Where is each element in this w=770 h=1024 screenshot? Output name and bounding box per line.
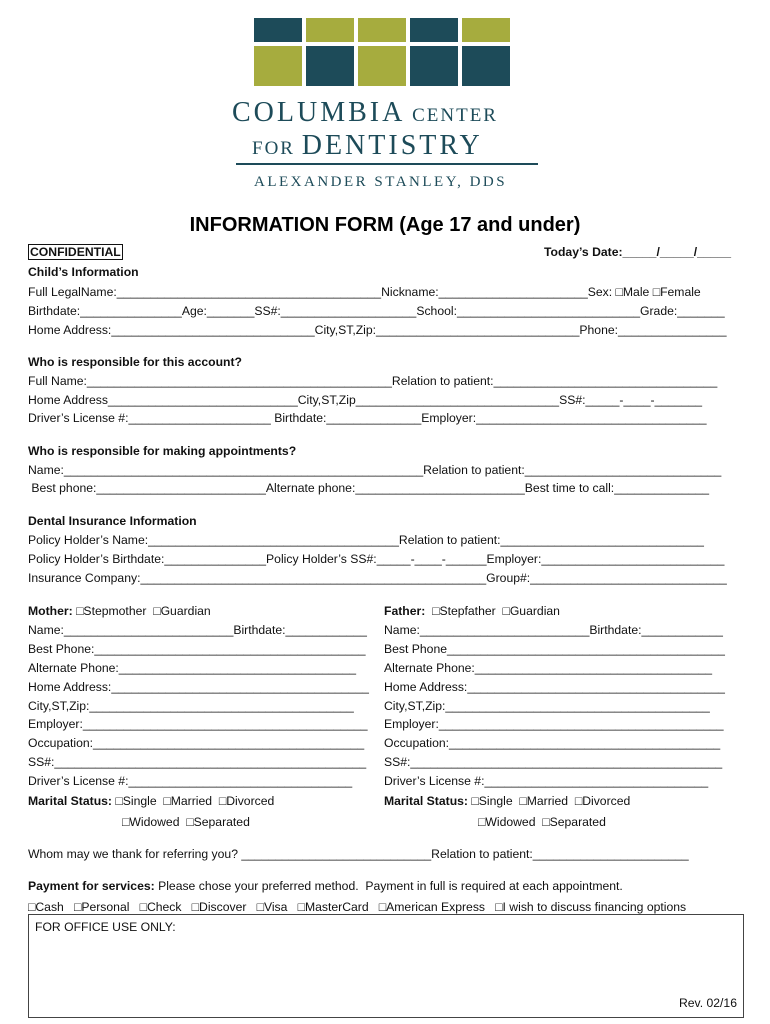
mother-address-line[interactable]: Home Address:______________________________________ (28, 680, 369, 694)
payment-instructions: Payment for services: Please chose your preferred method. Payment in full is required at each appointment. (28, 879, 623, 893)
section-heading-insurance: Dental Insurance Information (28, 514, 197, 528)
father-license-line[interactable]: Driver’s License #:_________________________________ (384, 774, 709, 788)
referral-line[interactable]: Whom may we thank for referring you? ____________________________Relation to patient:_______________________ (28, 847, 689, 861)
child-line-1[interactable]: Full LegalName:_______________________________________Nickname:______________________Sex: □Male □Female (28, 285, 701, 299)
logo-tile (358, 46, 406, 86)
mother-heading: Mother: □Stepmother □Guardian (28, 604, 211, 618)
section-heading-child: Child’s Information (28, 265, 139, 279)
office-use-label: FOR OFFICE USE ONLY: (35, 920, 176, 934)
father-alt-phone-line[interactable]: Alternate Phone:___________________________________ (384, 661, 713, 675)
insurance-line-1[interactable]: Policy Holder’s Name:_____________________________________Relation to patient:______________________________ (28, 533, 704, 547)
mother-alt-phone-line[interactable]: Alternate Phone:___________________________________ (28, 661, 357, 675)
appointments-line-1[interactable]: Name:_____________________________________________________Relation to patient:_____________________________ (28, 463, 722, 477)
logo-tile (254, 46, 302, 86)
form-title: INFORMATION FORM (Age 17 and under) (189, 214, 581, 236)
mother-relationship-checkboxes[interactable]: □Stepmother □Guardian (72, 604, 211, 618)
logo-divider (236, 163, 538, 165)
appointments-line-2[interactable]: Best phone:_________________________Alternate phone:_________________________Best time to call:______________ (28, 481, 710, 495)
father-employer-line[interactable]: Employer:__________________________________________ (384, 717, 724, 731)
account-line-3[interactable]: Driver’s License #:_____________________ Birthdate:______________Employer:__________________________________ (28, 411, 707, 425)
logo-tile (462, 46, 510, 86)
logo-tile (306, 46, 354, 86)
father-heading: Father: □Stepfather □Guardian (384, 604, 560, 618)
revision-label: Rev. 02/16 (678, 996, 737, 1010)
father-marital-checkboxes-2[interactable]: □Widowed □Separated (478, 815, 606, 829)
payment-options[interactable]: □Cash □Personal □Check □Discover □Visa □MasterCard □American Express □I wish to discuss financing options (28, 900, 687, 914)
logo-tile (306, 18, 354, 42)
logo-tile (358, 18, 406, 42)
mother-marital-checkboxes[interactable]: □Single □Married □Divorced (111, 794, 275, 808)
mother-license-line[interactable]: Driver’s License #:_________________________________ (28, 774, 353, 788)
mother-marital-status: Marital Status: □Single □Married □Divorced (28, 794, 275, 808)
account-line-2[interactable]: Home Address____________________________City,ST,Zip______________________________SS#:_____-____-_______ (28, 393, 703, 407)
todays-date-field[interactable]: Today’s Date:_____/_____/_____ (544, 245, 732, 259)
logo-tile (410, 46, 458, 86)
logo-tile (462, 18, 510, 42)
father-best-phone-line[interactable]: Best Phone_________________________________________ (384, 642, 725, 656)
logo-wordmark-line1: COLUMBIA CENTER (232, 97, 498, 128)
insurance-line-3[interactable]: Insurance Company:___________________________________________________Group#:_____________________________ (28, 571, 727, 585)
mother-employer-line[interactable]: Employer:__________________________________________ (28, 717, 368, 731)
account-line-1[interactable]: Full Name:_____________________________________________Relation to patient:_________________________________ (28, 374, 718, 388)
father-ssn-line[interactable]: SS#:______________________________________________ (384, 755, 723, 769)
section-heading-appointments: Who is responsible for making appointments? (28, 444, 297, 458)
child-line-2[interactable]: Birthdate:_______________Age:_______SS#:____________________School:___________________________Grade:_______ (28, 304, 725, 318)
father-name-line[interactable]: Name:_________________________Birthdate:____________ (384, 623, 723, 637)
mother-best-phone-line[interactable]: Best Phone:________________________________________ (28, 642, 366, 656)
father-marital-checkboxes[interactable]: □Single □Married □Divorced (467, 794, 631, 808)
logo-tile (254, 18, 302, 42)
office-use-box (28, 914, 744, 1018)
logo-tile (410, 18, 458, 42)
dentist-name: ALEXANDER STANLEY, DDS (254, 174, 508, 190)
child-line-3[interactable]: Home Address:______________________________City,ST,Zip:______________________________Phone:________________ (28, 323, 727, 337)
mother-occupation-line[interactable]: Occupation:________________________________________ (28, 736, 365, 750)
father-relationship-checkboxes[interactable]: □Stepfather □Guardian (425, 604, 560, 618)
logo-wordmark-line2: FOR DENTISTRY (252, 130, 483, 161)
mother-name-line[interactable]: Name:_________________________Birthdate:____________ (28, 623, 367, 637)
insurance-line-2[interactable]: Policy Holder’s Birthdate:_______________Policy Holder’s SS#:_____-____-______Employer:___________________________ (28, 552, 725, 566)
mother-marital-checkboxes-2[interactable]: □Widowed □Separated (122, 815, 250, 829)
father-marital-status: Marital Status: □Single □Married □Divorced (384, 794, 631, 808)
section-heading-account: Who is responsible for this account? (28, 355, 242, 369)
confidential-label: CONFIDENTIAL (30, 245, 121, 259)
father-city-line[interactable]: City,ST,Zip:_______________________________________ (384, 699, 710, 713)
father-address-line[interactable]: Home Address:______________________________________ (384, 680, 725, 694)
father-occupation-line[interactable]: Occupation:________________________________________ (384, 736, 721, 750)
mother-city-line[interactable]: City,ST,Zip:_______________________________________ (28, 699, 354, 713)
mother-ssn-line[interactable]: SS#:______________________________________________ (28, 755, 367, 769)
